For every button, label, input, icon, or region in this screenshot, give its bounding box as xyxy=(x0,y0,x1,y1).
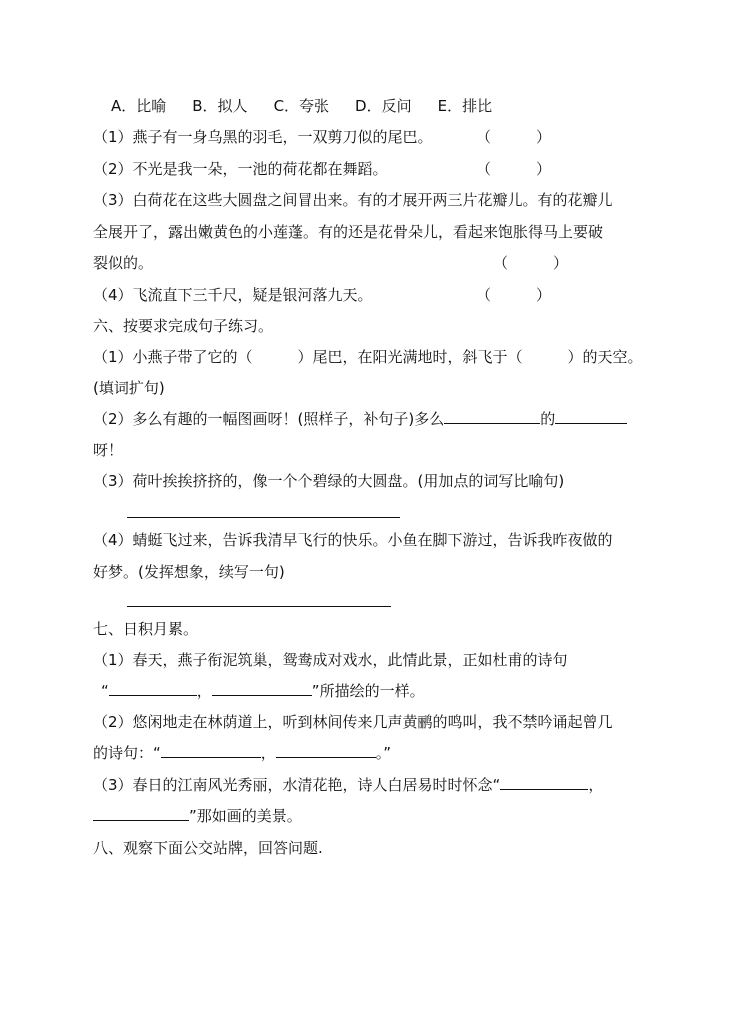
q6-title: 六、按要求完成句子练习。 xyxy=(93,317,274,335)
option-a: A．比喻 xyxy=(111,97,167,115)
q7-p3-line2 xyxy=(93,806,302,826)
q7-p2-line2 xyxy=(93,743,391,763)
q7-p2-line1: （2）悠闲地走在林荫道上，听到林间传来几声黄鹂的鸣叫，我不禁吟诵起曾几 xyxy=(93,713,613,731)
q6-s1-line2: (填词扩句) xyxy=(93,379,165,397)
q7-p2-text: 的诗句：“ xyxy=(93,744,161,762)
q7-p1-comma: ， xyxy=(196,682,212,700)
q6-s3-answer-line[interactable] xyxy=(127,517,400,518)
option-e: E．排比 xyxy=(437,97,493,115)
q6-s2-mid: 的 xyxy=(540,410,556,428)
option-c: C．夸张 xyxy=(273,97,330,115)
q7-p1-blank-1[interactable] xyxy=(109,681,197,696)
q5-item-4-answer[interactable]: （ ） xyxy=(476,286,552,304)
q6-s1-line1: （1）小燕子带了它的（ ）尾巴，在阳光满地时，斜飞于（ ）的天空。 xyxy=(93,348,643,366)
q5-item-3-line1: （3）白荷花在这些大圆盘之间冒出来。有的才展开两三片花瓣儿。有的花瓣儿 xyxy=(93,191,613,209)
q5-item-3-answer[interactable]: （ ） xyxy=(493,254,569,272)
q8-title: 八、观察下面公交站牌，回答问题. xyxy=(93,839,323,857)
q6-s4-answer-line[interactable] xyxy=(127,606,391,607)
q7-p1-open-quote: “ xyxy=(101,682,109,700)
q6-s2-line2: 呀！ xyxy=(93,441,124,459)
q7-p3-blank-1[interactable] xyxy=(500,775,588,790)
q5-item-3-line3: 裂似的。 xyxy=(93,254,154,272)
q5-item-1: （1）燕子有一身乌黑的羽毛，一双剪刀似的尾巴。 xyxy=(93,128,433,146)
q6-s2-blank-1[interactable] xyxy=(444,409,540,424)
q7-p1-end: ”所描绘的一样。 xyxy=(311,682,425,700)
q7-p2-blank-2[interactable] xyxy=(276,743,376,758)
q5-item-2: （2）不光是我一朵，一池的荷花都在舞蹈。 xyxy=(93,160,388,178)
options-row xyxy=(111,96,518,116)
q7-p2-comma: ， xyxy=(260,744,276,762)
q5-item-1-answer[interactable]: （ ） xyxy=(476,128,552,146)
q6-s2-text: （2）多么有趣的一幅图画呀！(照样子，补句子)多么 xyxy=(93,410,445,428)
q7-p3-blank-2[interactable] xyxy=(93,806,189,821)
q7-p1-line1: （1）春天，燕子衔泥筑巢，鸳鸯成对戏水，此情此景，正如杜甫的诗句 xyxy=(93,651,568,669)
q7-p1-blank-2[interactable] xyxy=(212,681,312,696)
q6-s4-line2: 好梦。(发挥想象，续写一句) xyxy=(93,563,285,581)
q6-s3: （3）荷叶挨挨挤挤的，像一个个碧绿的大圆盘。(用加点的词写比喻句) xyxy=(93,472,565,490)
option-b: B．拟人 xyxy=(192,97,248,115)
q5-item-2-answer[interactable]: （ ） xyxy=(476,160,552,178)
q7-p1-line2 xyxy=(101,681,425,701)
q7-title: 七、日积月累。 xyxy=(93,620,199,638)
q7-p3-end: ”那如画的美景。 xyxy=(189,807,302,825)
q5-item-4: （4）飞流直下三千尺，疑是银河落九天。 xyxy=(93,286,373,304)
q7-p3-comma: ， xyxy=(588,776,604,794)
q5-item-3-line2: 全展开了，露出嫩黄色的小莲蓬。有的还是花骨朵儿，看起来饱胀得马上要破 xyxy=(93,223,604,241)
q6-s2-blank-2[interactable] xyxy=(555,409,627,424)
q7-p2-blank-1[interactable] xyxy=(161,743,261,758)
q7-p3-line1 xyxy=(93,775,603,795)
q7-p2-end: 。” xyxy=(375,744,392,762)
q6-s4-line1: （4）蜻蜓飞过来，告诉我清早飞行的快乐。小鱼在脚下游过，告诉我昨夜做的 xyxy=(93,531,613,549)
option-d: D．反问 xyxy=(355,97,412,115)
q6-s2-line1 xyxy=(93,409,627,429)
q7-p3-text: （3）春日的江南风光秀丽，水清花艳，诗人白居易时时怀念“ xyxy=(93,776,501,794)
